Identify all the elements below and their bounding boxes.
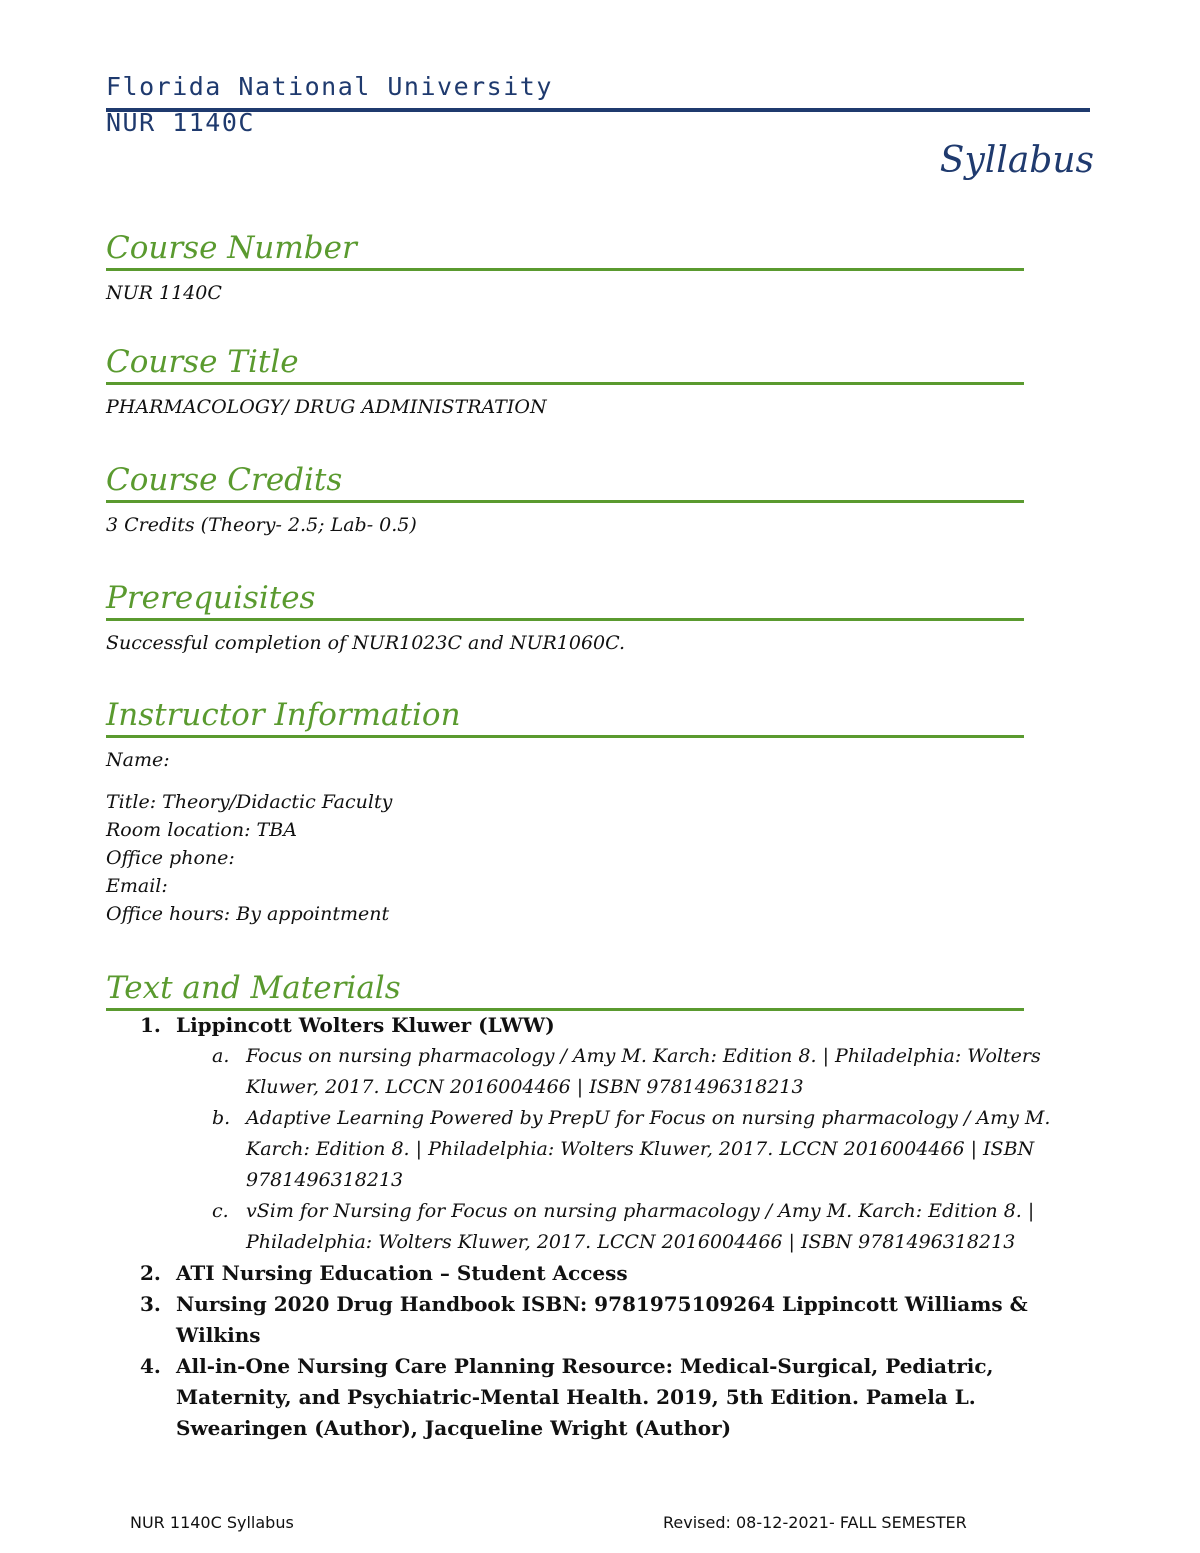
sub-list-item [176,1196,1091,1258]
section-heading: Text and Materials [106,968,1024,1011]
course-credits-value: 3 Credits (Theory- 2.5; Lab- 0.5) [106,514,417,536]
instructor-name: Name: [106,749,170,771]
sub-list-item-text: vSim for Nursing for Focus on nursing pharmacology / Amy M. Karch: Edition 8. | Philadelphia: Wolters Kluwer, 2017. LCCN 2016004466 | ISBN 9781496318213 [246,1200,1035,1253]
list-item-text: All-in-One Nursing Care Planning Resource: Medical-Surgical, Pediatric, Maternity, and Psychiatric-Mental Health. 2019, 5th Edition. Pamela L. Swearingen (Author), Jacqueline Wright (Author) [176,1354,994,1440]
section-course-number [106,228,1024,307]
course-title-value: PHARMACOLOGY/ DRUG ADMINISTRATION [106,396,547,418]
footer-course-label: NUR 1140C Syllabus [130,1513,294,1532]
course-number-value: NUR 1140C [106,282,222,304]
university-name: Florida National University [106,72,553,101]
list-number: 1. [140,1013,161,1037]
materials-list [106,1010,1091,1444]
list-number: 3. [140,1292,161,1316]
footer-revision-date: Revised: 08-12-2021- FALL SEMESTER [663,1513,967,1532]
section-course-credits [106,460,1024,539]
sub-list-item [176,1041,1091,1103]
instructor-phone: Office phone: [106,847,235,869]
sub-list-item-text: Focus on nursing pharmacology / Amy M. Karch: Edition 8. | Philadelphia: Wolters Kluwer, 2017. LCCN 2016004466 | ISBN 9781496318213 [246,1045,1041,1098]
instructor-office-hours: Office hours: By appointment [106,903,390,925]
document-type-title: Syllabus [939,140,1094,181]
section-heading: Course Number [106,228,1024,271]
sub-list-item [176,1103,1091,1196]
section-instructor-information [106,695,1024,928]
instructor-title: Title: Theory/Didactic Faculty [106,791,393,813]
instructor-room: Room location: TBA [106,819,297,841]
section-heading: Instructor Information [106,695,1024,738]
list-item [106,1258,1091,1289]
sub-list-letter: a. [212,1045,230,1067]
list-item-text: ATI Nursing Education – Student Access [176,1261,628,1285]
section-heading: Course Credits [106,460,1024,503]
sub-list-letter: c. [212,1200,229,1222]
list-item [106,1289,1091,1351]
list-item [106,1010,1091,1258]
list-number: 2. [140,1261,161,1285]
section-course-title [106,342,1024,421]
section-heading: Prerequisites [106,578,1024,621]
instructor-email: Email: [106,875,168,897]
list-number: 4. [140,1354,161,1378]
list-item [106,1351,1091,1444]
sub-list-item-text: Adaptive Learning Powered by PrepU for Focus on nursing pharmacology / Amy M. Karch: Edition 8. | Philadelphia: Wolters Kluwer, 2017. LCCN 2016004466 | ISBN 9781496318213 [246,1107,1051,1191]
materials-list-container [106,1010,1091,1444]
sub-list-letter: b. [212,1107,231,1129]
section-prerequisites [106,578,1024,657]
list-item-text: Lippincott Wolters Kluwer (LWW) [176,1013,555,1037]
section-text-and-materials [106,968,1024,1011]
section-heading: Course Title [106,342,1024,385]
sub-list [176,1041,1091,1258]
list-item-text: Nursing 2020 Drug Handbook ISBN: 9781975109264 Lippincott Williams & Wilkins [176,1292,1028,1347]
prerequisites-value: Successful completion of NUR1023C and NUR1060C. [106,632,626,654]
header-course-code: NUR 1140C [106,108,255,137]
